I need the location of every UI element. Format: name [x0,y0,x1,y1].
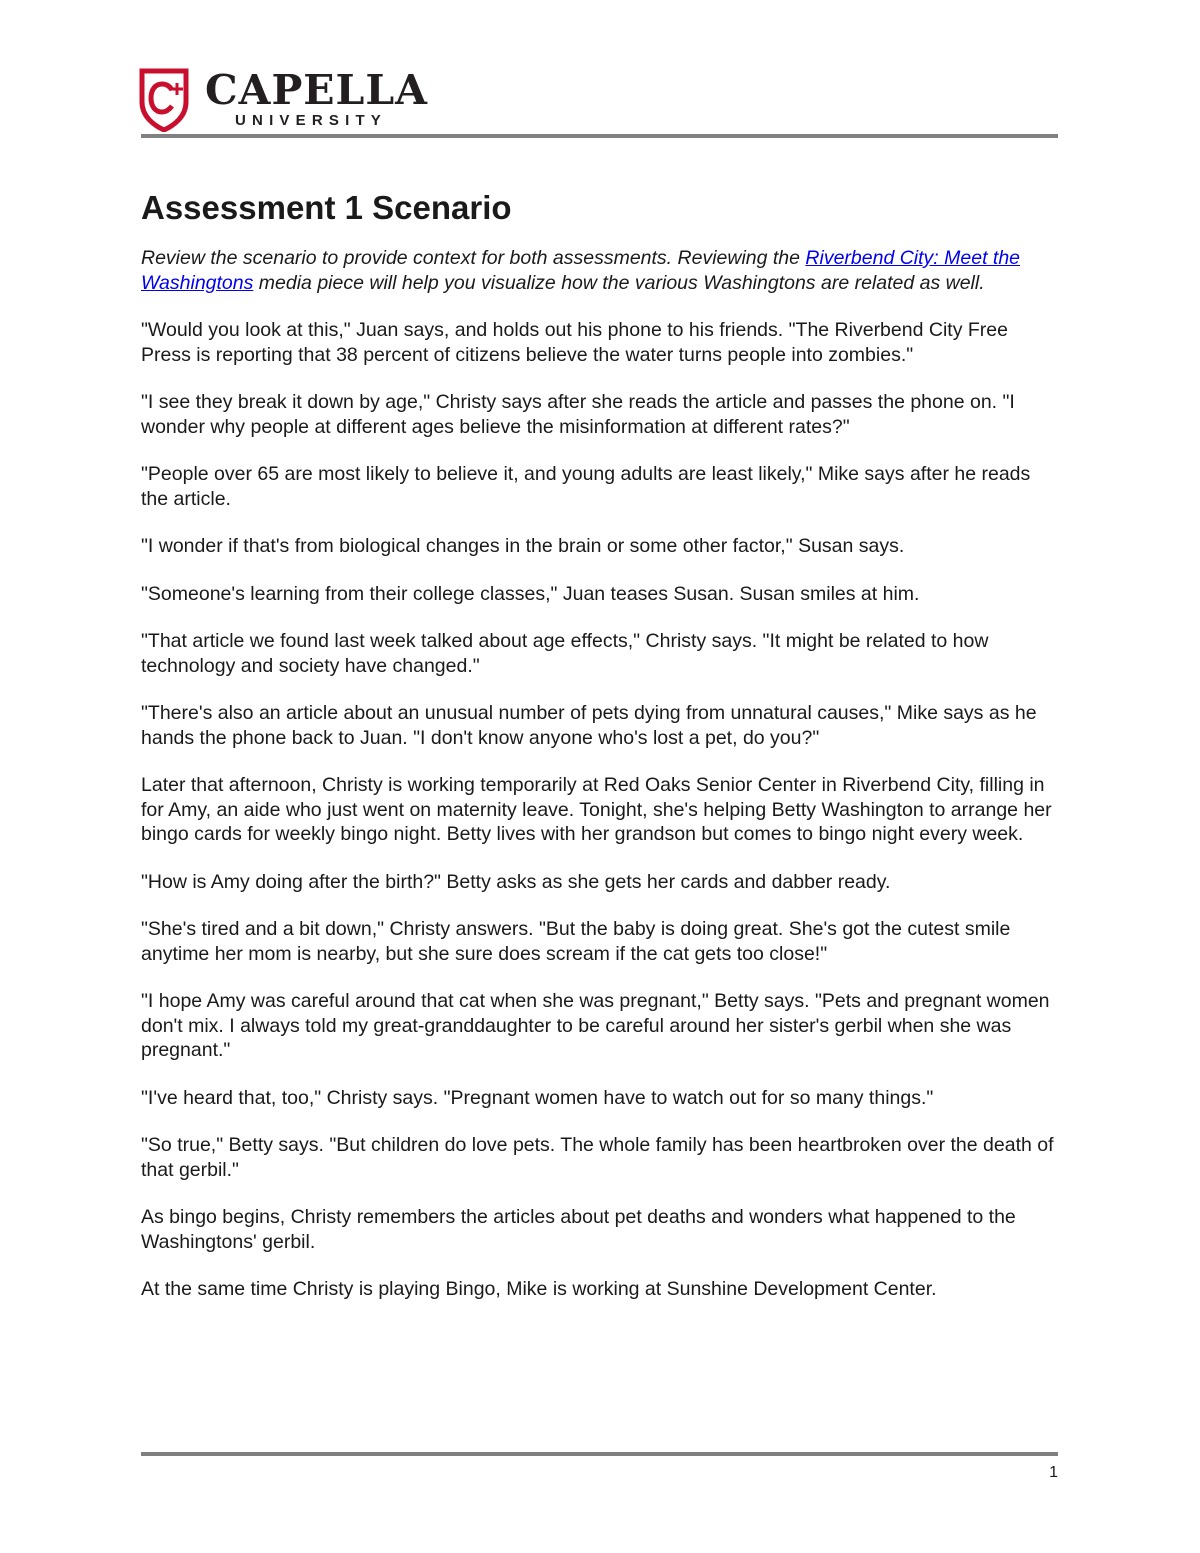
riverbend-washingtons-link[interactable]: Riverbend City: Meet the Washingtons [141,247,1021,294]
capella-logo [139,68,439,134]
scenario-paragraph: As bingo begins, Christy remembers the articles about pet deaths and wonders what happened to the Washingtons' gerbil. [141,1206,1016,1253]
scenario-paragraph: "People over 65 are most likely to believe it, and young adults are least likely," Mike says after he reads the article. [141,463,1031,510]
page-title: Assessment 1 Scenario [141,189,512,226]
scenario-paragraph: "How is Amy doing after the birth?" Betty asks as she gets her cards and dabber ready. [141,870,891,893]
capella-shield-icon [139,68,189,132]
scenario-paragraph: "I've heard that, too," Christy says. "Pregnant women have to watch out for so many things." [141,1086,934,1109]
page-number: 1 [1049,1464,1058,1481]
scenario-paragraph: "She's tired and a bit down," Christy answers. "But the baby is doing great. She's got the cutest smile anytime her mom is nearby, but she sure does scream if the cat gets too close!" [141,918,1011,965]
logo-subtext: UNIVERSITY [235,112,388,129]
intro-paragraph [141,246,1058,295]
intro-text-after-link: media piece will help you visualize how the various Washingtons are related as well. [253,271,985,294]
scenario-paragraph: "I hope Amy was careful around that cat when she was pregnant," Betty says. "Pets and pregnant women don't mix. I always told my great-granddaughter to be careful around her sister's gerbil when she was pregnant." [141,990,1050,1061]
scenario-paragraph: "I see they break it down by age," Christy says after she reads the article and passes the phone on. "I wonder why people at different ages believe the misinformation at different rates?" [141,391,1015,438]
scenario-paragraph: Later that afternoon, Christy is working temporarily at Red Oaks Senior Center in Riverbend City, filling in for Amy, an aide who just went on maternity leave. Tonight, she's helping Betty Washington to arrange her bingo cards for weekly bingo night. Betty lives with her grandson but comes to bingo night every week. [141,774,1052,845]
scenario-paragraph: "So true," Betty says. "But children do love pets. The whole family has been heartbroken over the death of that gerbil." [141,1134,1054,1181]
logo-wordmark: CAPELLA [205,66,428,114]
scenario-paragraph: "There's also an article about an unusual number of pets dying from unnatural causes," Mike says as he hands the phone back to Juan. "I don't know anyone who's lost a pet, do you?" [141,702,1037,749]
scenario-paragraph: "I wonder if that's from biological changes in the brain or some other factor," Susan says. [141,535,905,557]
scenario-paragraph: "Would you look at this," Juan says, and holds out his phone to his friends. "The Riverbend City Free Press is reporting that 38 percent of citizens believe the water turns people into zombies." [141,319,1008,366]
document-body [141,186,1058,1325]
scenario-paragraph: "That article we found last week talked about age effects," Christy says. "It might be related to how technology and society have changed." [141,630,989,677]
footer-divider [141,1452,1058,1456]
scenario-paragraph: "Someone's learning from their college classes," Juan teases Susan. Susan smiles at him. [141,582,920,605]
header-divider [141,134,1058,138]
intro-text-before-link: Review the scenario to provide context for both assessments. Reviewing the [141,247,806,269]
scenario-paragraph: At the same time Christy is playing Bingo, Mike is working at Sunshine Development Center. [141,1278,937,1300]
